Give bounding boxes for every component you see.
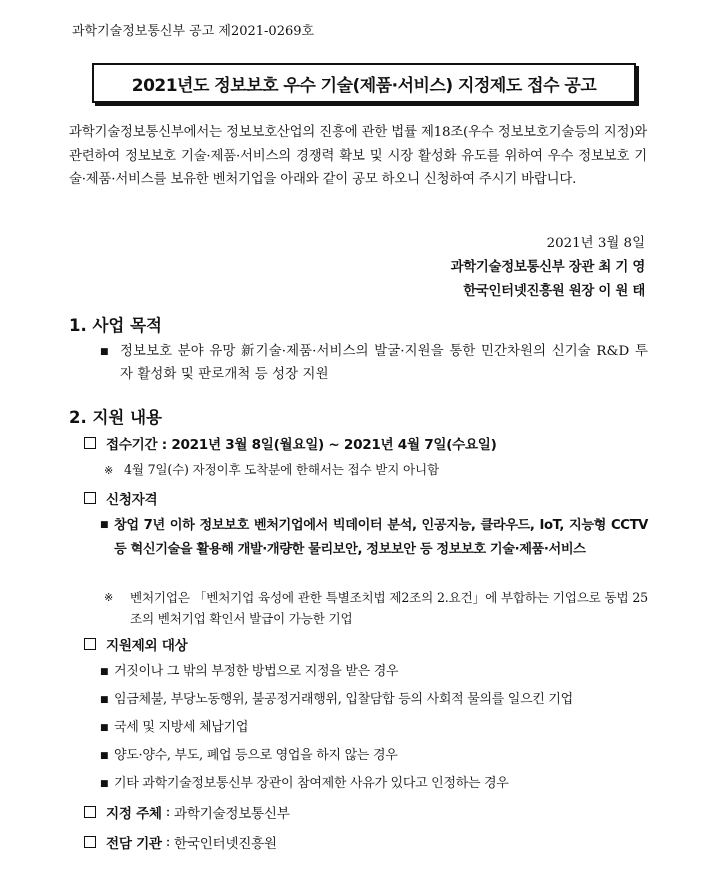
eligibility-bullet xyxy=(100,514,648,562)
eligibility-note-text: 벤처기업은 「벤처기업 육성에 관한 특별조치법 제2조의 2.요건」에 부합하는 기업으로 동법 25조의 벤처기업 확인서 발급이 가능한 기업 xyxy=(130,590,648,626)
eligibility-label: 신청자격 xyxy=(106,492,158,508)
list-item xyxy=(100,689,660,712)
list-item xyxy=(100,745,660,768)
agency-label: 전담 기관 xyxy=(106,836,162,852)
square-bullet-icon: ■ xyxy=(100,723,109,733)
section-support-heading: 2. 지원 내용 xyxy=(69,408,162,427)
exclusion-heading xyxy=(84,634,187,654)
checkbox-square-icon xyxy=(84,806,96,818)
exclusion-item-text: 양도·양수, 부도, 폐업 등으로 영업을 하지 않는 경우 xyxy=(114,748,398,763)
eligibility-heading xyxy=(84,488,157,508)
checkbox-square-icon xyxy=(84,437,96,449)
signature-minister: 과학기술정보통신부 장관 최 기 영 xyxy=(450,260,645,275)
page-title: 2021년도 정보보호 우수 기술(제품·서비스) 지정제도 접수 공고 xyxy=(92,63,636,103)
period-heading xyxy=(84,433,497,453)
exclusion-item-text: 국세 및 지방세 체납기업 xyxy=(114,720,249,735)
notice-date: 2021년 3월 8일 xyxy=(546,236,645,251)
square-bullet-icon: ■ xyxy=(100,751,109,761)
square-bullet-icon: ■ xyxy=(100,347,109,357)
host-label: 지정 주체 xyxy=(106,806,162,822)
host-row xyxy=(84,802,290,822)
agency-separator: : xyxy=(165,834,171,850)
section-purpose-heading: 1. 사업 목적 xyxy=(69,316,162,335)
note-mark-icon: ※ xyxy=(104,591,114,604)
square-bullet-icon: ■ xyxy=(100,779,109,789)
eligibility-note xyxy=(104,587,648,629)
agency-row xyxy=(84,832,277,852)
checkbox-square-icon xyxy=(84,492,96,504)
intro-paragraph: 과학기술정보통신부에서는 정보보호산업의 진흥에 관한 법률 제18조(우수 정보보호기술등의 지정)와 관련하여 정보보호 기술·제품·서비스의 경쟁력 확보 및 시장 활성화 유도를 위하여 우수 정보보호 기술·제품·서비스를 보유한 벤처기업을 아래와 같이 공모 하오니 신청하여 주시기 바랍니다. xyxy=(69,125,647,187)
period-note xyxy=(104,459,439,481)
list-item xyxy=(100,717,660,740)
period-label: 접수기간 : 2021년 3월 8일(월요일) ~ 2021년 4월 7일(수요일) xyxy=(106,437,497,453)
square-bullet-icon: ■ xyxy=(100,667,109,677)
square-bullet-icon: ■ xyxy=(100,695,109,705)
host-value: 과학기술정보통신부 xyxy=(174,806,290,822)
agency-value: 한국인터넷진흥원 xyxy=(174,836,277,852)
square-bullet-icon: ■ xyxy=(100,520,109,530)
list-item xyxy=(100,661,660,684)
purpose-bullet xyxy=(100,341,648,386)
checkbox-square-icon xyxy=(84,836,96,848)
exclusion-item-text: 거짓이나 그 밖의 부정한 방법으로 지정을 받은 경우 xyxy=(114,664,399,679)
exclusion-label: 지원제외 대상 xyxy=(106,638,188,654)
notice-number: 과학기술정보통신부 공고 제2021-0269호 xyxy=(72,24,315,39)
note-mark-icon: ※ xyxy=(104,464,114,477)
host-separator: : xyxy=(165,804,171,820)
exclusion-item-text: 기타 과학기술정보통신부 장관이 참여제한 사유가 있다고 인정하는 경우 xyxy=(114,776,509,791)
eligibility-text: 창업 7년 이하 정보보호 벤처기업에서 빅데이터 분석, 인공지능, 클라우드, IoT, 지능형 CCTV 등 혁신기술을 활용해 개발·개량한 물리보안, 정보보안 등 정보보호 기술·제품·서비스 xyxy=(114,518,648,557)
exclusion-item-text: 임금체불, 부당노동행위, 불공정거래행위, 입찰담합 등의 사회적 물의를 일으킨 기업 xyxy=(114,692,573,707)
purpose-text: 정보보호 분야 유망 新기술·제품·서비스의 발굴·지원을 통한 민간차원의 신기술 R&D 투자 활성화 및 판로개척 등 성장 지원 xyxy=(120,344,648,382)
period-note-text: 4월 7일(수) 자정이후 도착분에 한해서는 접수 받지 아니함 xyxy=(124,462,439,477)
checkbox-square-icon xyxy=(84,638,96,650)
list-item xyxy=(100,773,660,796)
signature-agency-head: 한국인터넷진흥원 원장 이 원 태 xyxy=(463,284,645,299)
